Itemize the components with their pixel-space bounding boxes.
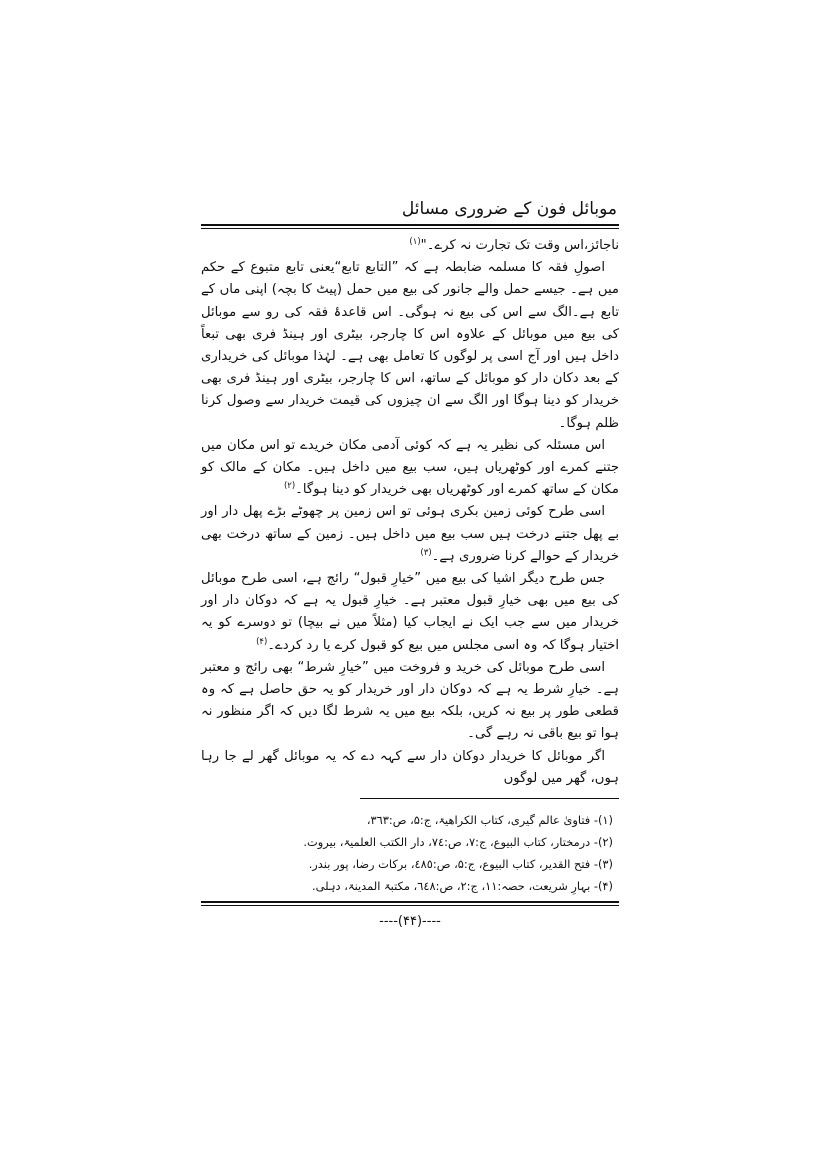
paragraph-6: اسی طرح موبائل کی خرید و فروخت میں ”خیارِ شرط“ بھی رائج و معتبر ہے۔ خیارِ شرط یہ ہے کہ دوکان دار اور خریدار کو یہ حق حاصل ہے کہ وہ قطعی طور پر بیع نہ کریں، بلکہ بیع میں یہ شرط لگا دیں کہ اگر منظور نہ ہوا تو بیع باقی نہ رہے گی۔ xyxy=(201,659,619,742)
footnote-1: (۱)- فتاویٰ عالم گیری، کتاب الکراھیۃ، ج:۵، ص:٣٦٣، xyxy=(366,813,613,828)
footer-rule xyxy=(201,901,619,906)
body-text xyxy=(201,235,619,790)
footnotes xyxy=(201,809,619,897)
paragraph-4: اسی طرح کوئی زمین بکری ہوئی تو اس زمین پر چھوٹے بڑے پھل دار اور بے پھل جتنے درخت ہیں سب بیع میں داخل ہیں۔ زمین کے ساتھ درخت بھی خریدار کے حوالے کرنا ضروری ہے۔$^{(۳)}$ xyxy=(201,504,619,564)
paragraph-7: اگر موبائل کا خریدار دوکان دار سے کہہ دے کہ یہ موبائل گھر لے جا رہا ہوں، گھر میں لوگوں xyxy=(201,748,619,786)
footnote-2: (۲)- درمختار، کتاب البیوع، ج:۷، ص:٧٤، دار الکتب العلمیۃ، بیروت. xyxy=(303,835,613,850)
paragraph-1: ناجائز،اس وقت تک تجارت نہ کرے۔"$^{(۱)}$ xyxy=(409,237,619,253)
footnote-4: (۴)- بہارِ شریعت، حصہ:١١، ج:٢، ص:٦٤٨، مکتبۃ المدینۃ، دہلی. xyxy=(311,879,613,894)
running-header-title: موبائل فون کے ضروری مسائل xyxy=(401,199,617,219)
footnote-ref-3: (۳) xyxy=(420,547,432,558)
footnote-ref-4: (۴) xyxy=(256,636,268,647)
document-page xyxy=(201,198,619,929)
page-number: ----(۴۴)---- xyxy=(379,914,441,930)
header-rule xyxy=(201,224,619,229)
paragraph-3: اس مسئلہ کی نظیر یہ ہے کہ کوئی آدمی مکان خریدے تو اس مکان میں جتنے کمرے اور کوٹھریاں ہیں، سب بیع میں داخل ہیں۔ مکان کے مالک کو مکان کے ساتھ کمرے اور کوٹھریاں بھی خریدار کو دینا ہوگا۔$^{(۲)}$ xyxy=(201,437,619,498)
paragraph-5: جس طرح دیگر اشیا کی بیع میں ”خیارِ قبول“ رائج ہے، اسی طرح موبائل کی بیع میں بھی خیارِ قبول معتبر ہے۔ خیارِ قبول یہ ہے کہ دوکان دار اور خریدار میں سے جب ایک نے ایجاب کیا (مثلاً میں نے بیچا) تو دوسرے کو یہ اختیار ہوگا کہ وہ اسی مجلس میں بیع کو قبول کرے یا رد کردے۔$^{(۴)}$ xyxy=(201,571,619,653)
footnote-separator xyxy=(360,798,619,799)
footnote-ref-1: (۱) xyxy=(409,237,421,247)
paragraph-2: اصولِ فقہ کا مسلمہ ضابطہ ہے کہ ”التابع تابع“یعنی تابع متبوع کے حکم میں ہے۔ جیسے حمل والے جانور کی بیع میں حمل (پیٹ کا بچہ) اپنی ماں کے تابع ہے۔الگ سے اس کی بیع نہ ہوگی۔ اس قاعدۂ فقہ کی رو سے موبائل کی بیع میں موبائل کے علاوہ اس کا چارجر، بیٹری اور ہینڈ فری بھی تبعاً داخل ہیں اور آج اسی پر لوگوں کا تعامل بھی ہے۔ لہٰذا موبائل کی خریداری کے بعد دکان دار کو موبائل کے ساتھ، اس کا چارجر، بیٹری اور ہینڈ فری بھی خریدار کو دینا ہوگا اور الگ سے ان چیزوں کی قیمت خریدار سے وصول کرنا ظلم ہوگا۔ xyxy=(201,260,619,431)
footnote-3: (۳)- فتح القدیر، کتاب البیوع، ج:۵، ص:٤٨٥، برکات رضا، پور بندر. xyxy=(308,857,613,872)
footnote-ref-2: (۲) xyxy=(283,481,296,492)
